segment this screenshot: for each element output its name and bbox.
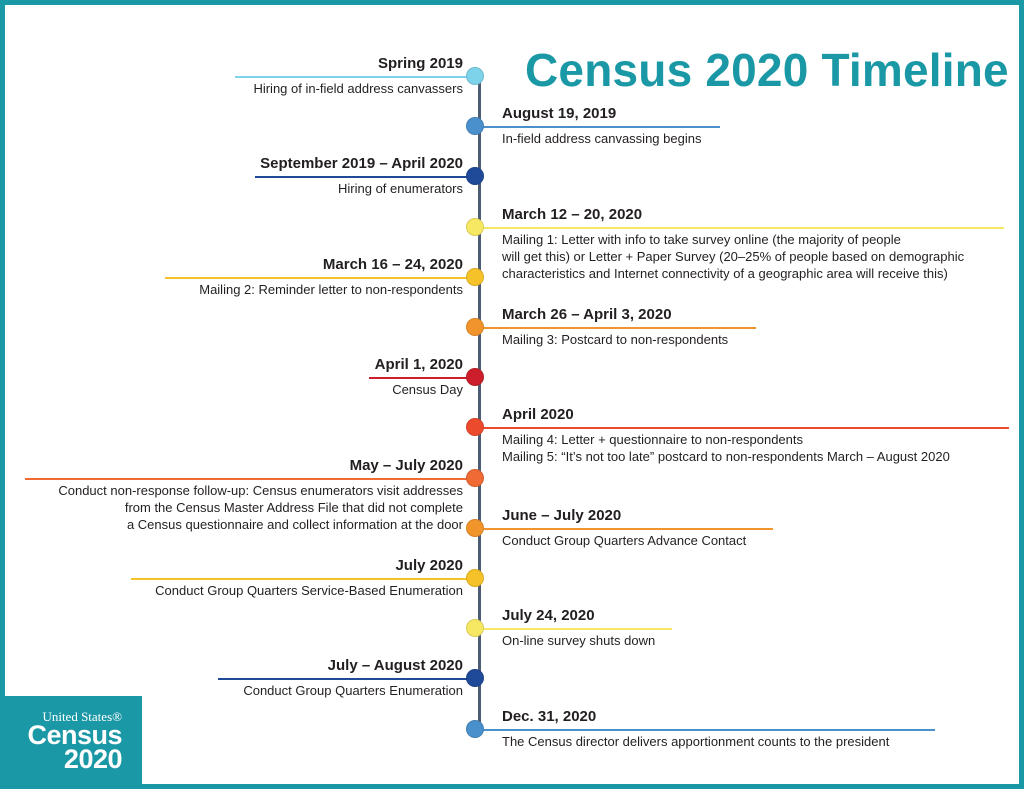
event-date: May – July 2020 <box>349 456 463 474</box>
timeline-dot <box>466 720 484 738</box>
timeline-event <box>218 657 480 699</box>
event-date: July – August 2020 <box>327 657 463 675</box>
event-description: Hiring of enumerators <box>338 181 463 197</box>
timeline-event <box>482 105 720 147</box>
event-description: Census Day <box>392 382 463 398</box>
event-date: September 2019 – April 2020 <box>260 155 463 173</box>
event-rule <box>255 176 480 178</box>
timeline-event <box>482 406 1009 465</box>
event-rule <box>369 377 480 379</box>
timeline-event <box>482 306 756 348</box>
census-2020-logo <box>5 696 142 784</box>
timeline-dot <box>466 569 484 587</box>
timeline-dot <box>466 268 484 286</box>
timeline-dot <box>466 67 484 85</box>
event-description: Conduct non-response follow-up: Census enumerators visit addresses <box>58 482 463 498</box>
event-description: Conduct Group Quarters Enumeration <box>243 683 463 699</box>
event-rule <box>482 729 935 731</box>
timeline-dot <box>466 519 484 537</box>
event-description: Mailing 4: Letter + questionnaire to non-respondents <box>502 432 803 448</box>
event-date: June – July 2020 <box>502 506 622 524</box>
event-rule <box>482 227 1004 229</box>
timeline-dot <box>466 368 484 386</box>
event-rule <box>482 528 773 530</box>
page-title: Census 2020 Timeline <box>525 44 1009 96</box>
timeline-event <box>482 607 672 649</box>
event-rule <box>482 126 720 128</box>
event-description: Mailing 1: Letter with info to take survey online (the majority of people <box>502 231 901 247</box>
event-rule <box>25 478 480 480</box>
event-date: July 24, 2020 <box>502 607 595 625</box>
event-description: a Census questionnaire and collect information at the door <box>126 516 463 532</box>
timeline-event <box>482 507 773 549</box>
event-date: Spring 2019 <box>377 55 463 72</box>
event-date: April 2020 <box>502 406 574 424</box>
timeline-dot <box>466 469 484 487</box>
timeline-dot <box>466 218 484 236</box>
timeline-event <box>482 708 935 750</box>
event-rule <box>482 427 1009 429</box>
event-description: Mailing 2: Reminder letter to non-respondents <box>199 281 463 297</box>
event-description: Hiring of in-field address canvassers <box>253 81 463 96</box>
event-rule <box>218 678 480 680</box>
timeline-event <box>482 206 1004 282</box>
event-description: from the Census Master Address File that did not complete <box>124 499 463 515</box>
event-date: July 2020 <box>395 557 463 574</box>
event-description: The Census director delivers apportionment counts to the president <box>502 733 890 749</box>
event-description: On-line survey shuts down <box>502 633 656 649</box>
event-rule <box>235 76 480 78</box>
event-description: will get this) or Letter + Paper Survey (20–25% of people based on demographic <box>502 248 965 264</box>
timeline-event <box>165 256 480 298</box>
event-description: Mailing 3: Postcard to non-respondents <box>502 332 729 347</box>
event-date: August 19, 2019 <box>502 105 617 123</box>
logo-united-states: United States® <box>42 709 122 724</box>
timeline-event <box>255 155 480 197</box>
timeline-event <box>235 55 480 97</box>
timeline-dot <box>466 167 484 185</box>
event-rule <box>131 578 480 580</box>
event-rule <box>482 628 672 630</box>
event-date: March 12 – 20, 2020 <box>502 205 643 223</box>
event-description: Conduct Group Quarters Advance Contact <box>502 532 747 548</box>
timeline-event <box>131 557 480 599</box>
event-date: April 1, 2020 <box>374 356 463 374</box>
timeline-event <box>25 457 480 533</box>
event-description: characteristics and Internet connectivity of a geographic area will receive this) <box>502 265 948 281</box>
event-rule <box>165 277 480 279</box>
event-rule <box>482 327 756 329</box>
logo-year: 2020 <box>63 744 122 774</box>
event-description: Conduct Group Quarters Service-Based Enumeration <box>155 583 463 598</box>
event-description: Mailing 5: “It’s not too late” postcard to non-respondents March – August 2020 <box>502 449 950 465</box>
event-date: March 16 – 24, 2020 <box>322 255 463 273</box>
timeline-dot <box>466 318 484 336</box>
logo-census: Census <box>27 720 122 750</box>
event-date: March 26 – April 3, 2020 <box>502 306 672 323</box>
timeline-event <box>369 356 480 398</box>
timeline-dot <box>466 669 484 687</box>
event-date: Dec. 31, 2020 <box>502 707 597 725</box>
event-description: In-field address canvassing begins <box>502 131 702 147</box>
